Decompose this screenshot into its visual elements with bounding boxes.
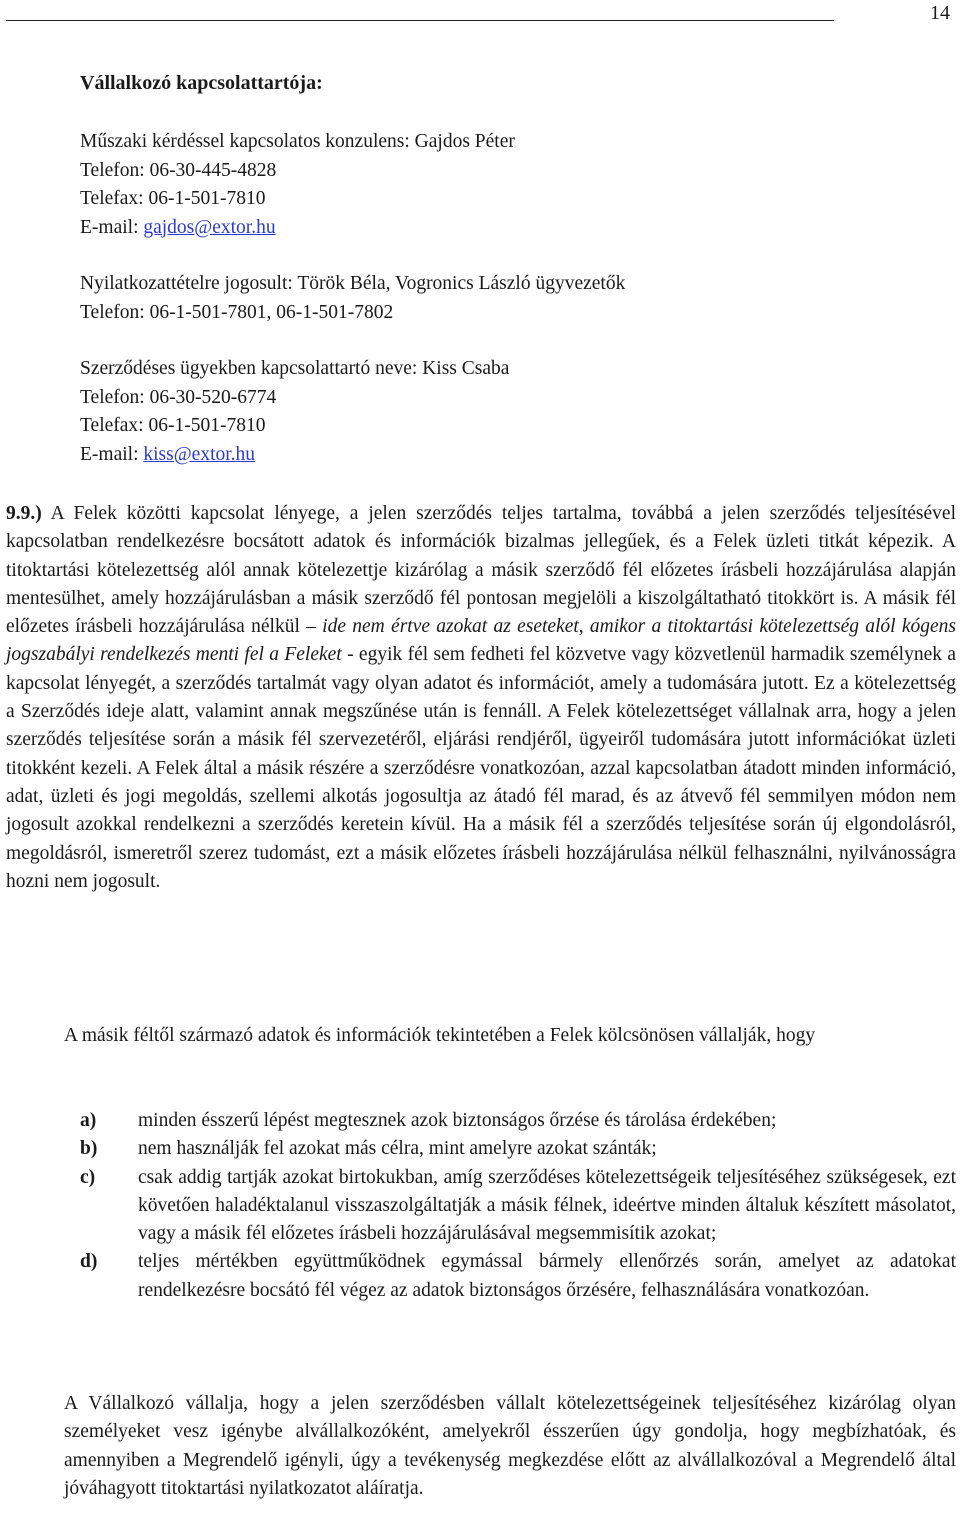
contact-heading: Vállalkozó kapcsolattartója: bbox=[80, 72, 323, 94]
technical-email-link[interactable]: gajdos@extor.hu bbox=[143, 216, 276, 238]
section-text-part-2: - egyik fél sem fedheti fel közvetve vagy közvetlenül harmadik személynek a kapcsolat lényegét, a szerződés tartalmát vagy olyan adatot és információt, amely a tudomására jutott. Ez a kötelezettség a Szerződés ideje alatt, valamint annak megszűnése után is fennáll. A Felek kötelezettséget vállalnak arra, hogy a jelen szerződés teljesítése során a másik fél szervezetéről, eljárási rendjéről, ügyeiről tudomására jutott információkat üzleti titokként kezeli. A Felek által a másik részére a szerződésre vonatkozóan, azzal kapcsolatban átadott minden információ, adat, üzleti és jogi megoldás, szellemi alkotás jogosultja az átadó fél marad, és az átvevő fél semmilyen módon nem jogosult azokkal rendelkezni a szerződés keretein kívül. Ha a másik fél a szerződés teljesítése során új elgondolásról, megoldásról, ismeretről szerez tudomást, ezt a másik előzetes írásbeli hozzájárulása nélkül felhasználni, nyilvánosságra hozni nem jogosult. bbox=[6, 644, 956, 892]
technical-phone: Telefon: 06-30-445-4828 bbox=[80, 159, 277, 181]
authorized-contact-block bbox=[80, 270, 625, 327]
page-number: 14 bbox=[930, 2, 950, 24]
authorized-phone: Telefon: 06-1-501-7801, 06-1-501-7802 bbox=[80, 301, 394, 323]
list-letter: a) bbox=[80, 1110, 97, 1131]
section-italic-exception: ide nem értve azokat az eseteket, amikor a titoktartási kötelezettség alól kógens jogszabályi rendelkezés menti fel a Feleket bbox=[6, 616, 957, 666]
obligations-list bbox=[80, 1107, 956, 1305]
authorized-signatories: Nyilatkozattételre jogosult: Török Béla, Vogronics László ügyvezetők bbox=[80, 273, 626, 294]
list-text: nem használják fel azokat más célra, mint amelyre azokat szánták; bbox=[138, 1138, 657, 1160]
list-item bbox=[80, 1248, 956, 1305]
list-letter: c) bbox=[80, 1166, 96, 1188]
list-item bbox=[80, 1107, 956, 1135]
contract-email-line bbox=[80, 441, 509, 470]
list-text: teljes mértékben együttműködnek egymással bármely ellenőrzés során, amelyet az adatokat rendelkezésre bocsátó fél végez az adatok biztonságos őrzésére, felhasználására vonatkozóan. bbox=[138, 1251, 956, 1301]
contract-email-link[interactable]: kiss@extor.hu bbox=[143, 443, 256, 465]
technical-email-line bbox=[80, 214, 515, 243]
list-item bbox=[80, 1135, 956, 1163]
section-text-part-1: A Felek közötti kapcsolat lényege, a jelen szerződés teljes tartalma, továbbá a jelen szerződés teljesítésével kapcsolatban rendelkezésre bocsátott adatok és információk bizalmas jellegűek, és a Felek üzleti titkát képezik. A titoktartási kötelezettség alól annak kötelezettje kizárólag a másik szerződő fél előzetes írásbeli hozzájárulása alapján mentesülhet, amely hozzájárulásban a másik szerződő fél pontosan megjelöli a kiszolgáltatható titokkört is. A másik fél előzetes írásbeli hozzájárulása nélkül – bbox=[6, 503, 956, 638]
email-label: E-mail: bbox=[80, 216, 144, 238]
contract-contact-block bbox=[80, 355, 509, 469]
list-letter: d) bbox=[80, 1251, 98, 1273]
section-9-9-paragraph bbox=[6, 500, 956, 896]
technical-consultant: Műszaki kérdéssel kapcsolatos konzulens: Gajdos Péter bbox=[80, 131, 515, 152]
list-item bbox=[80, 1164, 956, 1249]
list-text: csak addig tartják azokat birtokukban, amíg szerződéses kötelezettségeik teljesítéséhez szükségesek, ezt követően haladéktalanul visszaszolgáltatják a másik félnek, ideértve minden általuk készített másolatot, vagy a másik fél előzetes írásbeli hozzájárulásával megsemmisítik azokat; bbox=[138, 1166, 956, 1245]
section-number: 9.9.) bbox=[6, 503, 42, 524]
technical-fax: Telefax: 06-1-501-7810 bbox=[80, 188, 266, 209]
list-text: minden ésszerű lépést megtesznek azok biztonságos őrzése és tárolása érdekében; bbox=[138, 1110, 777, 1131]
contract-fax: Telefax: 06-1-501-7810 bbox=[80, 415, 266, 436]
header-rule bbox=[6, 20, 834, 21]
contract-phone: Telefon: 06-30-520-6774 bbox=[80, 386, 277, 408]
technical-contact-block bbox=[80, 128, 515, 242]
list-letter: b) bbox=[80, 1138, 98, 1160]
obligations-intro: A másik féltől származó adatok és információk tekintetében a Felek kölcsönösen vállalják, hogy bbox=[64, 1025, 816, 1046]
subcontractor-paragraph: A Vállalkozó vállalja, hogy a jelen szerződésben vállalt kötelezettségeinek teljesítéséhez kizárólag olyan személyeket vesz igénybe alvállalkozóként, amelyekről ésszerűen úgy gondolja, hogy megbízhatóak, és amennyiben a Megrendelő igényli, úgy a tevékenység megkezdése előtt az alvállalkozóval a Megrendelő által jóváhagyott titoktartási nyilatkozatot aláíratja. bbox=[64, 1393, 956, 1499]
contract-contact-name: Szerződéses ügyekben kapcsolattartó neve: Kiss Csaba bbox=[80, 358, 510, 379]
email-label: E-mail: bbox=[80, 443, 144, 465]
